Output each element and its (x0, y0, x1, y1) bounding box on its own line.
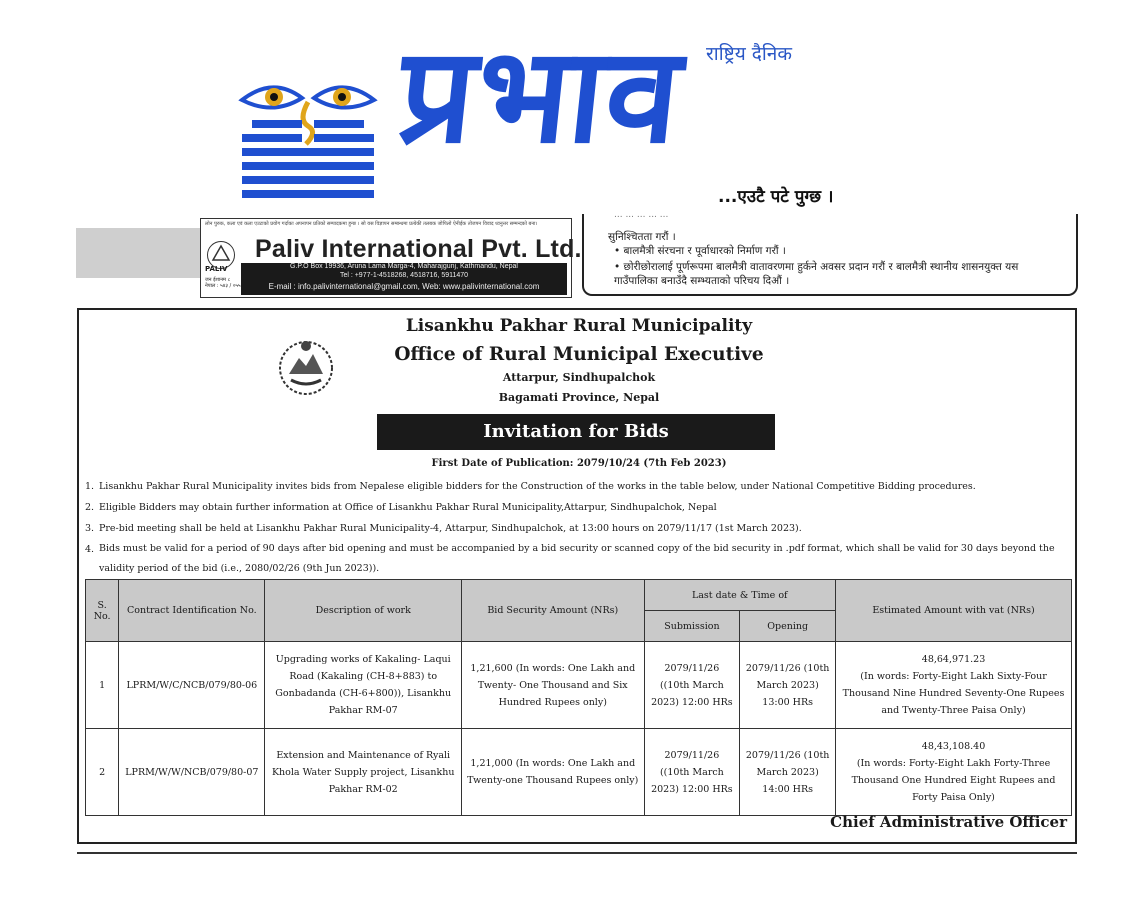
estimated-words: (In words: Forty-Eight Lakh Forty-Three Thousand One Hundred Eight Rupees and Forty Paisa Only) (851, 758, 1056, 803)
header-description: Description of work (265, 580, 462, 642)
cell-description: Extension and Maintenance of Ryali Khola Water Supply project, Lisankhu Pakhar RM-02 (265, 729, 462, 816)
adjacent-ads-strip (0, 210, 1135, 300)
paliv-address: G.P.O Box 19936, Aruna Lama Marga-4, Maharajgunj, Kathmandu, Nepal (290, 263, 518, 270)
invitation-banner: Invitation for Bids (377, 414, 775, 450)
item-number: 3. (85, 523, 95, 534)
item-text: Eligible Bidders may obtain further information at Office of Lisankhu Pakhar Rural Municipality,Attarpur, Sindhupalchok, Nepal (99, 502, 717, 513)
paliv-tel: Tel : +977-1-4518268, 4518716, 5911470 (339, 271, 469, 279)
cell-contract: LPRM/W/W/NCB/079/80-07 (119, 729, 265, 816)
header-sno: S. No. (86, 580, 119, 642)
paliv-company-name: Paliv International Pvt. Ltd. (255, 235, 582, 263)
paliv-registration (205, 277, 241, 289)
cell-submission: 2079/11/26 ((10th March 2023) 12:00 HRs (644, 729, 740, 816)
cell-estimated (836, 729, 1072, 816)
header-last-date: Last date & Time of (644, 580, 836, 611)
paliv-logo-text: PALIV (205, 265, 228, 273)
cell-contract: LPRM/W/C/NCB/079/80-06 (119, 642, 265, 729)
nepali-line-1: • बालमैत्री संरचना र पूर्वाधारको निर्माण गरौं । (614, 245, 786, 257)
cell-security: 1,21,000 (In words: One Lakh and Twenty-one Thousand Rupees only) (462, 729, 644, 816)
item-number: 1. (85, 481, 95, 492)
newspaper-masthead (0, 0, 1135, 215)
nepali-top-line: सुनिश्चितता गरौं । (608, 231, 676, 243)
masthead-tagline: राष्ट्रिय दैनिक (706, 43, 792, 65)
nepali-line-2: • छोरीछोरालाई पूर्णरूपमा बालमैत्री वातावरणमा हुर्कने अवसर प्रदान गरौं र बालमैत्री स्थानीय शासनयुक्त यस गाउँपालिका बनाउँदै सम्भ्यताको परिचय दिऔं । (614, 261, 1019, 287)
nepali-notice-fragment (582, 210, 1078, 296)
publication-date: First Date of Publication: 2079/10/24 (7th Feb 2023) (431, 458, 727, 469)
cell-description: Upgrading works of Kakaling- Laqui Road (Kakaling (CH-8+883) to Gonbadanda (CH-6+800)), Lisankhu Pakhar RM-07 (265, 642, 462, 729)
item-text: Pre-bid meeting shall be held at Lisankhu Pakhar Rural Municipality-4, Attarpur, Sindhupalchok, at 13:00 hours on 2079/11/17 (1st March 2023). (99, 523, 802, 534)
paliv-email: E-mail : info.palivinternational@gmail.com, Web: www.palivinternational.com (268, 282, 540, 291)
address-line-1: Attarpur, Sindhupalchok (502, 371, 656, 384)
buddha-eyes-logo (238, 72, 378, 212)
item-number: 4. (85, 544, 95, 555)
estimated-words: (In words: Forty-Eight Lakh Sixty-Four Thousand Nine Hundred Seventy-One Rupees and Twenty-Three Paisa Only) (842, 671, 1065, 716)
paliv-reg-line1: जन ईशानम ८ (205, 277, 231, 283)
bid-notice (77, 308, 1077, 844)
cell-sno: 2 (86, 729, 119, 816)
list-item (85, 480, 1075, 493)
header-security: Bid Security Amount (NRs) (462, 580, 644, 642)
header-estimated: Estimated Amount with vat (NRs) (836, 580, 1072, 642)
municipality-name: Lisankhu Pakhar Rural Municipality (405, 316, 753, 336)
masthead-slogan: ...एउटै पटे पुग्छ । (718, 187, 834, 207)
cell-opening: 2079/11/26 (10th March 2023) 13:00 HRs (740, 642, 836, 729)
cell-opening: 2079/11/26 (10th March 2023) 14:00 HRs (740, 729, 836, 816)
paliv-note: लोन पुरुक, कला एवं कला एउटाको प्रयोग गर्दाका अपनापन प्रतिको सम्पादकमा हुन्छ । सो यस विज्ञापन सम्बन्धमा प्रत्येकी तलबक जोपिलो ऐनीईक तोजपन विवाद ध्वनुत्तर सम्मन्दको बना। (205, 221, 538, 227)
table-row (86, 729, 1072, 816)
bottom-rule (77, 852, 1077, 854)
paliv-reg-line2: नेपाल : ५४३ / ०५५ (205, 283, 241, 289)
paliv-advertisement (200, 218, 582, 298)
item-text: Lisankhu Pakhar Rural Municipality invites bids from Nepalese eligible bidders for the Construction of the works in the table below, under National Competitive Bidding procedures. (99, 481, 976, 492)
list-item (85, 543, 1075, 579)
cell-security: 1,21,600 (In words: One Lakh and Twenty- One Thousand and Six Hundred Rupees only) (462, 642, 644, 729)
office-name: Office of Rural Municipal Executive (394, 344, 764, 365)
cell-submission: 2079/11/26 ((10th March 2023) 12:00 HRs (644, 642, 740, 729)
cell-estimated (836, 642, 1072, 729)
table-row (86, 642, 1072, 729)
nepali-cut-line: ... ... ... ... ... (614, 210, 669, 220)
item-text: Bids must be valid for a period of 90 days after bid opening and must be accompanied by a bid security or scanned copy of the bid security in .pdf format, which shall be valid for 30 days beyond the validity period of the bid (i.e., 2080/02/26 (9th Jun 2023)). (99, 543, 1055, 574)
gray-ad-block (76, 228, 200, 278)
item-number: 2. (85, 502, 95, 513)
header-submission: Submission (644, 611, 740, 642)
header-opening: Opening (740, 611, 836, 642)
header-contract: Contract Identification No. (119, 580, 265, 642)
list-item (85, 522, 1075, 535)
estimated-amount: 48,43,108.40 (921, 741, 986, 752)
signatory: Chief Administrative Officer (830, 813, 1067, 831)
newspaper-name: प्रभाव (391, 19, 690, 173)
paliv-contact-bar (241, 263, 567, 295)
cell-sno: 1 (86, 642, 119, 729)
estimated-amount: 48,64,971.23 (921, 654, 986, 665)
address-line-2: Bagamati Province, Nepal (498, 391, 660, 404)
list-item (85, 501, 1075, 514)
bids-table (85, 579, 1072, 816)
